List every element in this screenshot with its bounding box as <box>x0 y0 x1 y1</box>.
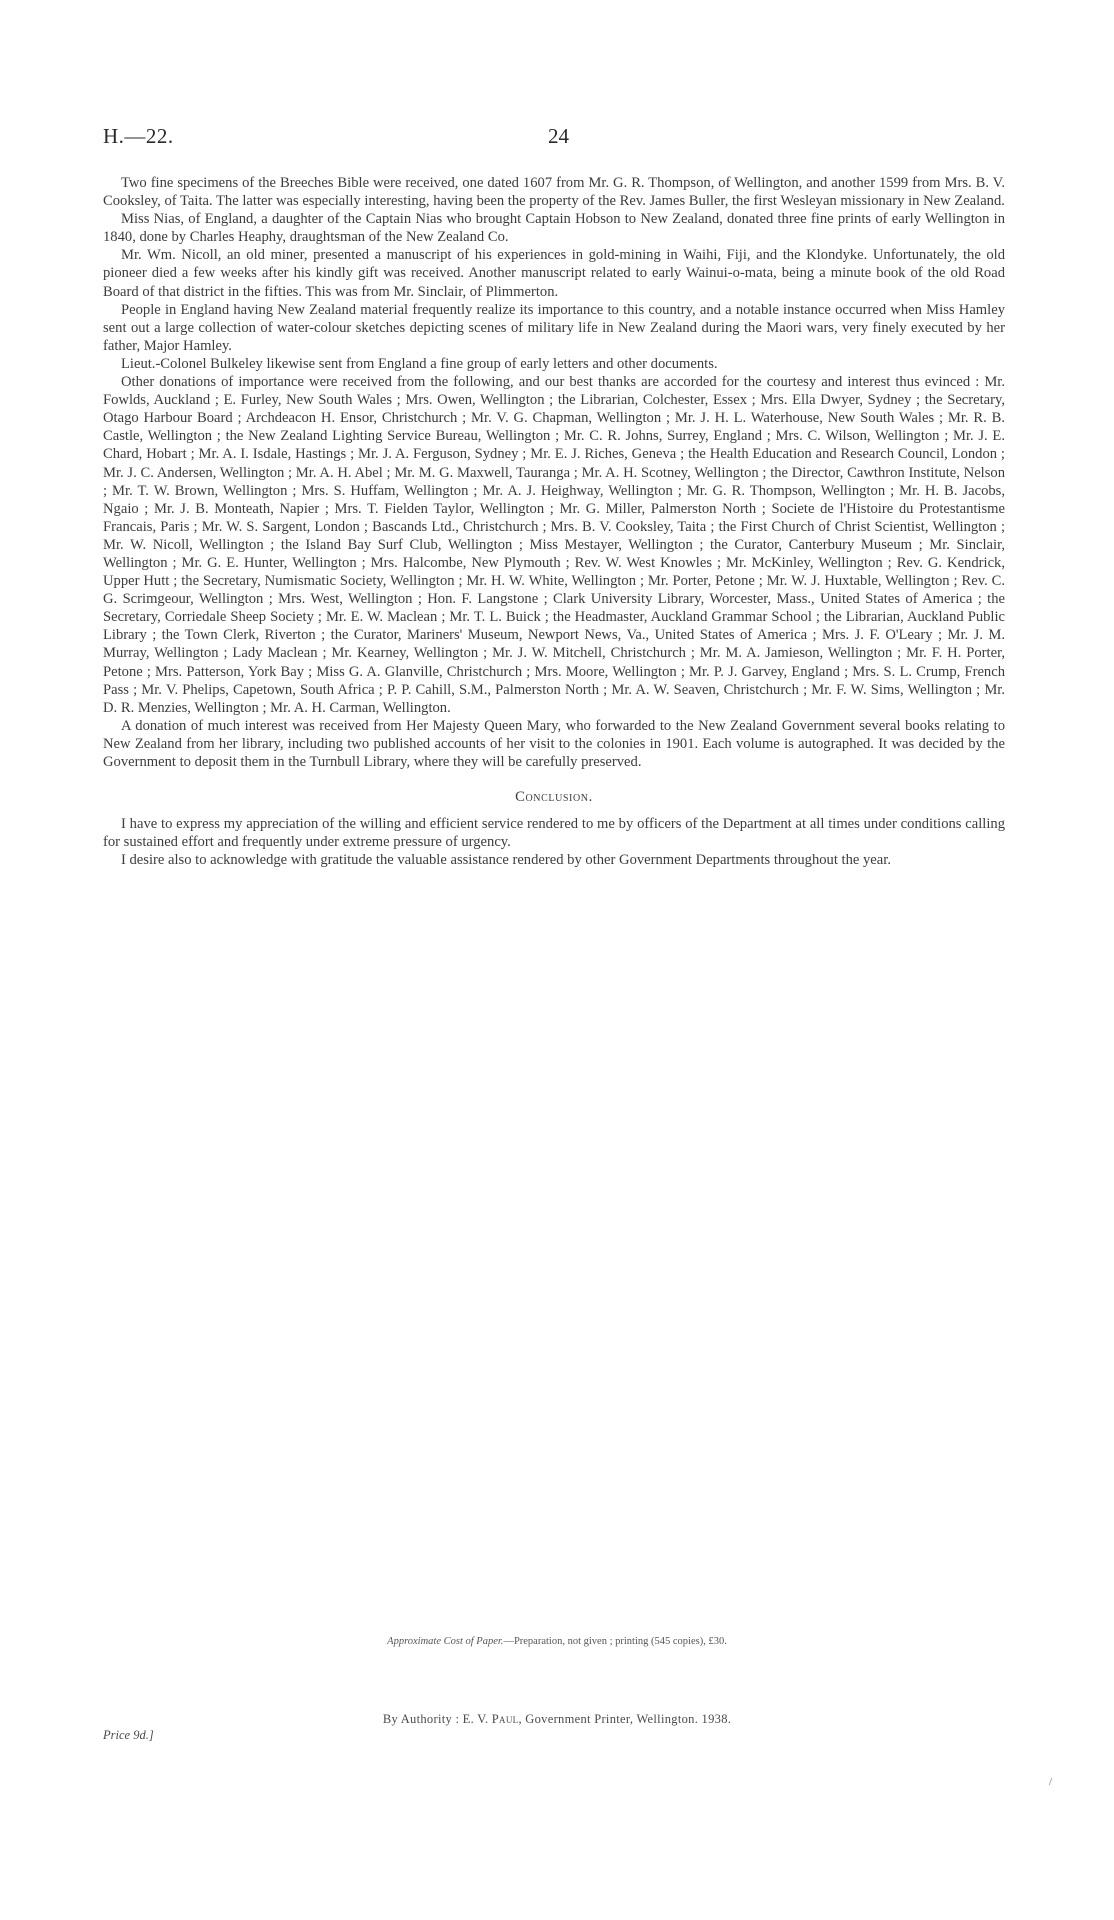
paragraph-other-donations: Other donations of importance were received from the following, and our best thanks are accorded for the courtesy and interest thus evinced : Mr. Fowlds, Auckland ; E. Furley, New South Wales ; Mrs. Owen, Wellington ; the Librarian, Colchester, Essex ; Mrs. Ella Dwyer, Sydney ; the Secretary, Otago Harbour Board ; Archdeacon H. Ensor, Christchurch ; Mr. V. G. Chapman, Wellington ; Mr. J. H. L. Waterhouse, New South Wales ; Mr. R. B. Castle, Wellington ; the New Zealand Lighting Service Bureau, Wellington ; Mr. C. R. Johns, Surrey, England ; Mrs. C. Wilson, Wellington ; Mr. J. E. Chard, Hobart ; Mr. A. I. Isdale, Hastings ; Mr. J. A. Ferguson, Sydney ; Mr. E. J. Riches, Geneva ; the Health Education and Research Council, London ; Mr. J. C. Andersen, Wellington ; Mr. A. H. Abel ; Mr. M. G. Maxwell, Tauranga ; Mr. A. H. Scotney, Wellington ; the Director, Cawthron Institute, Nelson ; Mr. T. W. Brown, Wellington ; Mrs. S. Huffam, Wellington ; Mr. A. J. Heighway, Wellington ; Mr. G. R. Thompson, Wellington ; Mr. H. B. Jacobs, Ngaio ; Mr. J. B. Monteath, Napier ; Mrs. T. Fielden Taylor, Wellington ; Mr. G. Miller, Palmerston North ; Societe de l'Histoire du Protestantisme Francais, Paris ; Mr. W. S. Sargent, London ; Bascands Ltd., Christchurch ; Mrs. B. V. Cooksley, Taita ; the First Church of Christ Scientist, Wellington ; Mr. W. Nicoll, Wellington ; the Island Bay Surf Club, Wellington ; Miss Mestayer, Wellington ; the Curator, Canterbury Museum ; Mr. Sinclair, Wellington ; Mr. G. E. Hunter, Wellington ; Mrs. Halcombe, New Plymouth ; Rev. W. West Knowles ; Mr. McKinley, Wellington ; Rev. G. Kendrick, Upper Hutt ; the Secretary, Numismatic Society, Wellington ; Mr. H. W. White, Wellington ; Mr. Porter, Petone ; Mr. W. J. Huxtable, Wellington ; Rev. C. G. Scrimgeour, Wellington ; Mrs. West, Wellington ; Hon. F. Langstone ; Clark University Library, Worcester, Mass., United States of America ; the Secretary, Corriedale Sheep Society ; Mr. E. W. Maclean ; Mr. T. L. Buick ; the Headmaster, Auckland Grammar School ; the Librarian, Auckland Public Library ; the Town Clerk, Riverton ; the Curator, Mariners' Museum, Newport News, Va., United States of America ; Mrs. J. F. O'Leary ; Mr. J. M. Murray, Wellington ; Lady Maclean ; Mr. Kearney, Wellington ; Mr. J. W. Mitchell, Christchurch ; Mr. M. A. Jamieson, Wellington ; Mr. F. H. Porter, Petone ; Mrs. Patterson, York Bay ; Miss G. A. Glanville, Christchurch ; Mrs. Moore, Wellington ; Mr. P. J. Garvey, England ; Mrs. S. L. Crump, French Pass ; Mr. V. Phelips, Capetown, South Africa ; P. P. Cahill, S.M., Palmerston North ; Mr. A. W. Seaven, Christchurch ; Mr. F. W. Sims, Wellington ; Mr. D. R. Menzies, Wellington ; Mr. A. H. Carman, Wellington. <box>103 374 1005 716</box>
paragraph-breeches-bible: Two fine specimens of the Breeches Bible were received, one dated 1607 from Mr. G. R. Thompson, of Wellington, and another 1599 from Mrs. B. V. Cooksley, of Taita. The latter was especially interesting, having been the property of the Rev. James Buller, the first Wesleyan missionary in New Zealand. <box>103 175 1005 210</box>
paragraph-conclusion-gratitude: I desire also to acknowledge with gratitude the valuable assistance rendered by other Government Departments throughout the year. <box>121 852 891 869</box>
cost-label: Approximate Cost of Paper. <box>387 1636 504 1647</box>
paragraph-hamley-sketches: People in England having New Zealand material frequently realize its importance to this country, and a notable instance occurred when Miss Hamley sent out a large collection of water-colour sketches depicting scenes of military life in New Zealand during the Maori wars, very finely executed by her father, Major Hamley. <box>103 301 1005 354</box>
paragraph-bulkeley: Lieut.-Colonel Bulkeley likewise sent from England a fine group of early letters and other documents. <box>121 355 718 372</box>
price-label: Price 9d.] <box>103 1728 154 1742</box>
page-number: 24 <box>548 124 569 148</box>
paragraph-conclusion-appreciation: I have to express my appreciation of the willing and efficient service rendered to me by officers of the Department at all times under conditions calling for sustained effort and frequently under extreme pressure of urgency. <box>103 816 1005 851</box>
printer-imprint <box>0 1712 1114 1727</box>
body-text <box>103 174 1005 869</box>
paragraph-queen-mary: A donation of much interest was received from Her Majesty Queen Mary, who forwarded to the New Zealand Government several books relating to New Zealand from her library, including two published accounts of her visit to the colonies in 1901. Each volume is autographed. It was decided by the Government to deposit them in the Turnbull Library, where they will be carefully preserved. <box>103 717 1005 770</box>
printer-name: E. V. Paul <box>462 1712 519 1726</box>
paragraph-miss-nias: Miss Nias, of England, a daughter of the Captain Nias who brought Captain Hobson to New Zealand, donated three fine prints of early Wellington in 1840, done by Charles Heaphy, draughtsman of the New Zealand Co. <box>103 211 1005 246</box>
cost-text: —Preparation, not given ; printing (545 copies), £30. <box>503 1636 727 1647</box>
paragraph-nicoll-manuscript: Mr. Wm. Nicoll, an old miner, presented a manuscript of his experiences in gold-mining in Waihi, Fiji, and the Klondyke. Unfortunately, the old pioneer died a few weeks after his kindly gift was received. Another manuscript related to early Wainui-o-mata, being a minute book of the old Road Board of that district in the fifties. This was from Mr. Sinclair, of Plimmerton. <box>103 247 1005 300</box>
document-reference: H.—22. <box>103 124 174 148</box>
cost-footnote <box>0 1636 1114 1647</box>
imprint-suffix: , Government Printer, Wellington. 1938. <box>518 1712 732 1726</box>
imprint-prefix: By Authority : <box>382 1712 463 1726</box>
page-mark: / <box>1049 1776 1053 1788</box>
conclusion-heading: Conclusion. <box>515 789 593 806</box>
